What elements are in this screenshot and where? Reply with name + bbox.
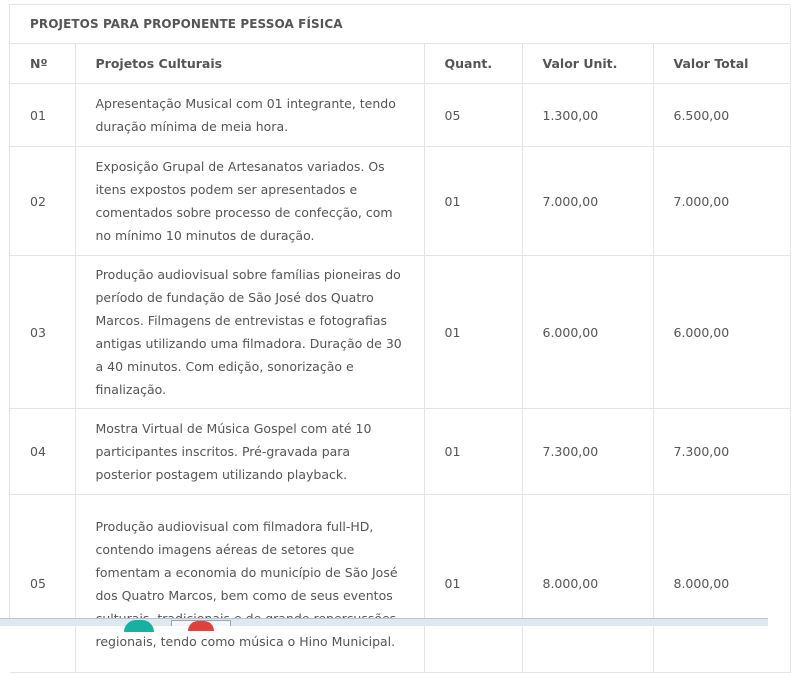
row-number: 01 bbox=[10, 84, 75, 147]
header-total-value: Valor Total bbox=[653, 44, 790, 84]
table-row bbox=[10, 256, 790, 409]
row-unit-value: 7.000,00 bbox=[522, 147, 653, 256]
row-total-value: 6.000,00 bbox=[653, 256, 790, 409]
row-total-value: 7.000,00 bbox=[653, 147, 790, 256]
table-caption-row bbox=[10, 5, 790, 44]
row-quantity: 05 bbox=[424, 84, 522, 147]
row-project: Exposição Grupal de Artesanatos variados. Os itens expostos podem ser apresentados e comentados sobre processo de confecção, com no mínimo 10 minutos de duração. bbox=[75, 147, 424, 256]
row-total-value: 6.500,00 bbox=[653, 84, 790, 147]
table-row bbox=[10, 84, 790, 147]
taskbar bbox=[0, 618, 768, 626]
row-unit-value: 1.300,00 bbox=[522, 84, 653, 147]
table-header-row bbox=[10, 44, 790, 84]
header-quantity: Quant. bbox=[424, 44, 522, 84]
row-quantity: 01 bbox=[424, 147, 522, 256]
header-project: Projetos Culturais bbox=[75, 44, 424, 84]
row-unit-value: 7.300,00 bbox=[522, 409, 653, 495]
row-project: Mostra Virtual de Música Gospel com até 10 participantes inscritos. Pré-gravada para posterior postagem utilizando playback. bbox=[75, 409, 424, 495]
row-unit-value: 6.000,00 bbox=[522, 256, 653, 409]
projects-table bbox=[10, 5, 791, 673]
row-project: Apresentação Musical com 01 integrante, tendo duração mínima de meia hora. bbox=[75, 84, 424, 147]
projects-table-container bbox=[9, 4, 790, 649]
row-project: Produção audiovisual sobre famílias pioneiras do período de fundação de São José dos Quatro Marcos. Filmagens de entrevistas e fotografias antigas utilizando uma filmadora. Duração de 30 a 40 minutos. Com edição, sonorização e finalização. bbox=[75, 256, 424, 409]
row-total-value: 8.000,00 bbox=[653, 495, 790, 673]
row-number: 04 bbox=[10, 409, 75, 495]
row-project: Produção audiovisual com filmadora full-HD, contendo imagens aéreas de setores que fomentam a economia do município de São José dos Quatro Marcos, bem como de seus eventos regionais, tendo como música o Hino Municipal. bbox=[75, 495, 424, 673]
row-total-value: 7.300,00 bbox=[653, 409, 790, 495]
row-number: 03 bbox=[10, 256, 75, 409]
header-unit-value: Valor Unit. bbox=[522, 44, 653, 84]
table-caption: PROJETOS PARA PROPONENTE PESSOA FÍSICA bbox=[10, 5, 790, 44]
table-row bbox=[10, 147, 790, 256]
header-number: Nº bbox=[10, 44, 75, 84]
row-quantity: 01 bbox=[424, 256, 522, 409]
row-quantity: 01 bbox=[424, 495, 522, 673]
app-red-icon[interactable] bbox=[171, 620, 231, 626]
app-teal-icon[interactable] bbox=[122, 620, 156, 625]
row-number: 02 bbox=[10, 147, 75, 256]
row-number: 05 bbox=[10, 495, 75, 673]
row-quantity: 01 bbox=[424, 409, 522, 495]
row-unit-value: 8.000,00 bbox=[522, 495, 653, 673]
table-row bbox=[10, 409, 790, 495]
table-row bbox=[10, 495, 790, 673]
